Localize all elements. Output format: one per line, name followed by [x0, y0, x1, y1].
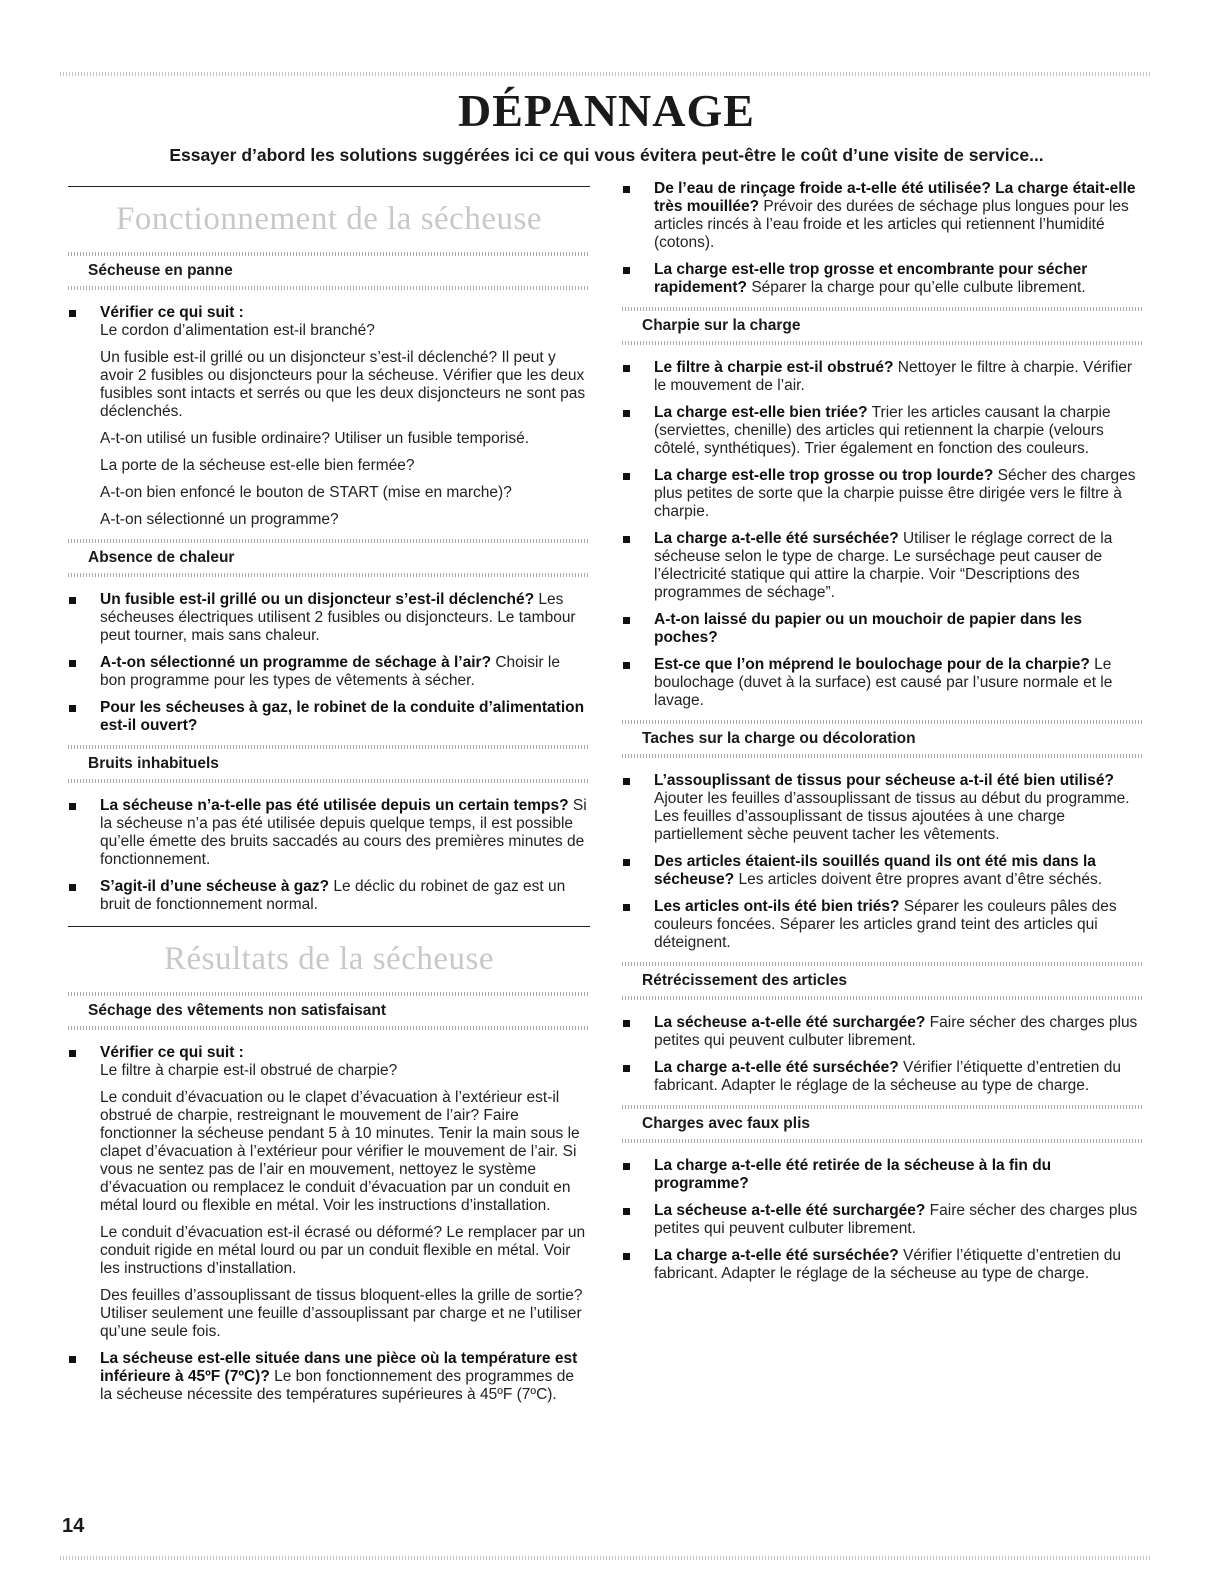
bullet-icon	[623, 267, 630, 274]
list-item	[622, 1202, 1144, 1238]
item-question: S’agit-il d’une sécheuse à gaz?	[100, 878, 330, 895]
item-question: Des articles étaient-ils souillés quand ils ont été mis dans la sécheuse?	[654, 853, 1096, 888]
item-text: Le bon fonctionnement des programmes de la sécheuse nécessite des températures supérieures à 45ºF (7ºC).	[100, 1368, 574, 1403]
subhead-sechage-non-satisfaisant: Séchage des vêtements non satisfaisant	[88, 1002, 387, 1019]
subhead-box	[622, 1105, 1144, 1143]
subhead-charpie-sur-la-charge: Charpie sur la charge	[642, 317, 801, 334]
bullet-icon	[69, 803, 76, 810]
item-list	[68, 1350, 590, 1404]
list-item	[622, 611, 1144, 647]
bullet-icon	[69, 660, 76, 667]
list-item	[622, 853, 1144, 889]
hatch-divider	[622, 754, 1144, 758]
item-text: Vérifier l’étiquette d’entretien du fabricant. Adapter le réglage de la sécheuse au type de charge.	[654, 1247, 1121, 1282]
paragraph: A-t-on bien enfoncé le bouton de START (mise en marche)?	[100, 484, 512, 501]
item-question: Est-ce que l’on méprend le boulochage pour de la charpie?	[654, 656, 1090, 673]
subhead-box	[622, 307, 1144, 345]
item-question: La charge a-t-elle été retirée de la sécheuse à la fin du programme?	[654, 1157, 1052, 1192]
bullet-icon	[69, 1050, 76, 1057]
bullet-icon	[623, 859, 630, 866]
item-text: Nettoyer le filtre à charpie. Vérifier le mouvement de l’air.	[654, 359, 1133, 394]
item-list	[68, 1044, 590, 1080]
list-item	[622, 180, 1144, 252]
item-list	[68, 797, 590, 914]
page-subtitle: Essayer d’abord les solutions suggérées ici ce qui vous évitera peut-être le coût d’une visite de service...	[169, 145, 1044, 165]
subhead-absence-de-chaleur: Absence de chaleur	[88, 549, 235, 566]
bullet-icon	[623, 473, 630, 480]
bullet-icon	[69, 310, 76, 317]
bullet-icon	[623, 778, 630, 785]
item-text: Séparer les couleurs pâles des couleurs foncées. Séparer les articles grand teint des articles qui déteignent.	[654, 898, 1117, 951]
item-question: Le filtre à charpie est-il obstrué?	[654, 359, 894, 376]
bullet-icon	[623, 365, 630, 372]
item-list	[622, 772, 1144, 952]
list-item	[68, 797, 590, 869]
item-question: La sécheuse est-elle située dans une pièce où la température est inférieure à 45ºF (7ºC)?	[100, 1350, 578, 1385]
paragraph: La porte de la sécheuse est-elle bien fermée?	[100, 457, 415, 474]
item-text: Si la sécheuse n’a pas été utilisée depuis quelque temps, il est possible qu’elle émette des bruits saccadés au cours des premières minutes de fonctionnement.	[100, 797, 587, 868]
item-text: Choisir le bon programme pour les types de vêtements à sécher.	[100, 654, 560, 689]
list-item	[622, 1247, 1144, 1283]
item-text: Trier les articles causant la charpie (serviettes, chenille) des articles qui retiennent la charpie (velours côtelé, synthétiques). Trier également en fonction des couleurs.	[654, 404, 1111, 457]
subhead-box	[68, 745, 590, 783]
item-list	[622, 1157, 1144, 1283]
paragraph: Le conduit d’évacuation ou le clapet d’évacuation à l’extérieur est-il obstrué de charpie, restreignant le mouvement de l’air? Faire fonctionner la sécheuse pendant 5 à 10 minutes. Tenir la main sous le clapet d’évacuation à l’extérieur pour vérifier le mouvement de l’air. Si vous ne sentez pas de l’air en mouvement, nettoyez le système d’évacuation ou remplacez le conduit d’évacuation par un conduit en métal lourd ou flexible en métal. Voir les instructions d’installation.	[100, 1089, 580, 1214]
subhead-bruits-inhabituels: Bruits inhabituels	[88, 755, 219, 772]
item-list	[622, 180, 1144, 297]
paragraph: Des feuilles d’assouplissant de tissus bloquent-elles la grille de sortie? Utiliser seulement une feuille d’assouplissant par charge et ne l’utiliser qu’une seule fois.	[100, 1287, 583, 1340]
bullet-icon	[69, 884, 76, 891]
bullet-icon	[623, 1253, 630, 1260]
list-item	[68, 1350, 590, 1404]
item-text: Les sécheuses électriques utilisent 2 fusibles ou disjoncteurs. Le tambour peut tourner, mais sans chaleur.	[100, 591, 576, 644]
item-question: La charge est-elle bien triée?	[654, 404, 868, 421]
bullet-icon	[623, 617, 630, 624]
subhead-box	[68, 992, 590, 1030]
bullet-icon	[623, 1065, 630, 1072]
list-item	[622, 467, 1144, 521]
item-question: Vérifier ce qui suit :	[100, 304, 244, 321]
paragraph: A-t-on sélectionné un programme?	[100, 511, 339, 528]
hatch-divider	[68, 286, 590, 290]
list-item	[622, 772, 1144, 844]
item-question: De l’eau de rinçage froide a-t-elle été utilisée? La charge était-elle très mouillée?	[654, 180, 1136, 215]
bullet-icon	[623, 1208, 630, 1215]
item-question: Un fusible est-il grillé ou un disjoncteur s’est-il déclenché?	[100, 591, 535, 608]
list-item	[68, 699, 590, 735]
paragraph: Le conduit d’évacuation est-il écrasé ou déformé? Le remplacer par un conduit rigide en métal lourd ou par un conduit flexible en métal. Voir les instructions d’installation.	[100, 1224, 586, 1277]
left-column	[68, 186, 590, 1413]
scan-artifact-bottom	[60, 1556, 1152, 1560]
item-list	[622, 1014, 1144, 1095]
list-item	[68, 878, 590, 914]
subhead-retrecissement: Rétrécissement des articles	[642, 972, 848, 989]
item-list	[68, 304, 590, 340]
item-text: Le cordon d’alimentation est-il branché?	[100, 322, 375, 339]
section-title-fonctionnement: Fonctionnement de la sécheuse	[116, 201, 542, 237]
item-question: La charge a-t-elle été surséchée?	[654, 1247, 899, 1264]
subhead-faux-plis: Charges avec faux plis	[642, 1115, 810, 1132]
bullet-icon	[69, 1356, 76, 1363]
item-question: Pour les sécheuses à gaz, le robinet de la conduite d’alimentation est-il ouvert?	[100, 699, 585, 734]
item-text: Ajouter les feuilles d’assouplissant de tissus au début du programme. Les feuilles d’assouplissant de tissus ajoutées à une charge partiellement sèche peuvent tacher les vêtements.	[654, 790, 1130, 843]
item-text: Le filtre à charpie est-il obstrué de charpie?	[100, 1062, 398, 1079]
item-text: Les articles doivent être propres avant d’être séchés.	[734, 871, 1103, 888]
list-item	[622, 656, 1144, 710]
list-item	[622, 530, 1144, 602]
item-text: Prévoir des durées de séchage plus longues pour les articles rincés à l’eau froide et les articles qui retiennent l’humidité (cotons).	[654, 198, 1129, 251]
item-text: Utiliser le réglage correct de la sécheuse selon le type de charge. Le surséchage peut causer de l’électricité statique qui attire la charpie. Voir “Descriptions des programmes de séchage”.	[654, 530, 1113, 601]
subhead-box	[68, 539, 590, 577]
list-item	[622, 1157, 1144, 1193]
list-item	[68, 654, 590, 690]
page-number: 14	[62, 1515, 85, 1537]
item-question: La sécheuse n’a-t-elle pas été utilisée depuis un certain temps?	[100, 797, 569, 814]
list-item	[622, 1059, 1144, 1095]
item-question: Vérifier ce qui suit :	[100, 1044, 244, 1061]
list-item	[68, 1044, 590, 1080]
item-question: Les articles ont-ils été bien triés?	[654, 898, 900, 915]
subhead-secheuse-en-panne: Sécheuse en panne	[88, 262, 233, 279]
item-question: La charge a-t-elle été surséchée?	[654, 1059, 899, 1076]
section-rule	[68, 926, 590, 927]
list-item	[68, 304, 590, 340]
section-rule	[68, 186, 590, 187]
hatch-divider	[622, 1139, 1144, 1143]
subhead-taches: Taches sur la charge ou décoloration	[642, 730, 916, 747]
list-item	[622, 404, 1144, 458]
item-question: La charge est-elle trop grosse ou trop lourde?	[654, 467, 994, 484]
bullet-icon	[623, 904, 630, 911]
bullet-icon	[69, 597, 76, 604]
item-question: L’assouplissant de tissus pour sécheuse a-t-il été bien utilisé?	[654, 772, 1114, 789]
item-text: Le déclic du robinet de gaz est un bruit de fonctionnement normal.	[100, 878, 566, 913]
hatch-divider	[622, 341, 1144, 345]
bullet-icon	[69, 705, 76, 712]
subhead-box	[622, 720, 1144, 758]
item-question: La sécheuse a-t-elle été surchargée?	[654, 1202, 926, 1219]
bullet-icon	[623, 186, 630, 193]
page-title: DÉPANNAGE	[458, 85, 755, 136]
bullet-icon	[623, 1020, 630, 1027]
list-item	[622, 261, 1144, 297]
bullet-icon	[623, 1163, 630, 1170]
item-question: A-t-on laissé du papier ou un mouchoir de papier dans les poches?	[654, 611, 1083, 646]
hatch-divider	[68, 573, 590, 577]
list-item	[622, 359, 1144, 395]
paragraph: A-t-on utilisé un fusible ordinaire? Utiliser un fusible temporisé.	[100, 430, 530, 447]
paragraph: Un fusible est-il grillé ou un disjoncteur s’est-il déclenché? Il peut y avoir 2 fusibles ou disjoncteurs pour la sécheuse. Vérifier que les deux fusibles sont intacts et serrés ou que les deux disjoncteurs ne sont pas déclenchés.	[100, 349, 586, 420]
item-text: Le boulochage (duvet à la surface) est causé par l’usure normale et le lavage.	[654, 656, 1113, 709]
list-item	[622, 898, 1144, 952]
item-question: La charge est-elle trop grosse et encombrante pour sécher rapidement?	[654, 261, 1088, 296]
item-text: Séparer la charge pour qu’elle culbute librement.	[747, 279, 1086, 296]
item-text: Vérifier l’étiquette d’entretien du fabricant. Adapter le réglage de la sécheuse au type de charge.	[654, 1059, 1121, 1094]
bullet-icon	[623, 662, 630, 669]
item-question: La sécheuse a-t-elle été surchargée?	[654, 1014, 926, 1031]
subhead-box	[622, 962, 1144, 1000]
bullet-icon	[623, 410, 630, 417]
hatch-divider	[68, 779, 590, 783]
item-text: Faire sécher des charges plus petites qui peuvent culbuter librement.	[654, 1014, 1138, 1049]
hatch-divider	[622, 996, 1144, 1000]
item-text: Faire sécher des charges plus petites qui peuvent culbuter librement.	[654, 1202, 1138, 1237]
item-list	[622, 359, 1144, 710]
section-title-resultats: Résultats de la sécheuse	[164, 941, 494, 977]
item-question: A-t-on sélectionné un programme de séchage à l’air?	[100, 654, 492, 671]
item-question: La charge a-t-elle été surséchée?	[654, 530, 899, 547]
scan-artifact-top	[60, 72, 1152, 76]
list-item	[622, 1014, 1144, 1050]
right-column	[622, 180, 1144, 1292]
list-item	[68, 591, 590, 645]
item-list	[68, 591, 590, 735]
subhead-box	[68, 252, 590, 290]
bullet-icon	[623, 536, 630, 543]
hatch-divider	[68, 1026, 590, 1030]
item-text: Sécher des charges plus petites de sorte que la charpie puisse être dirigée vers le filtre à charpie.	[654, 467, 1136, 520]
